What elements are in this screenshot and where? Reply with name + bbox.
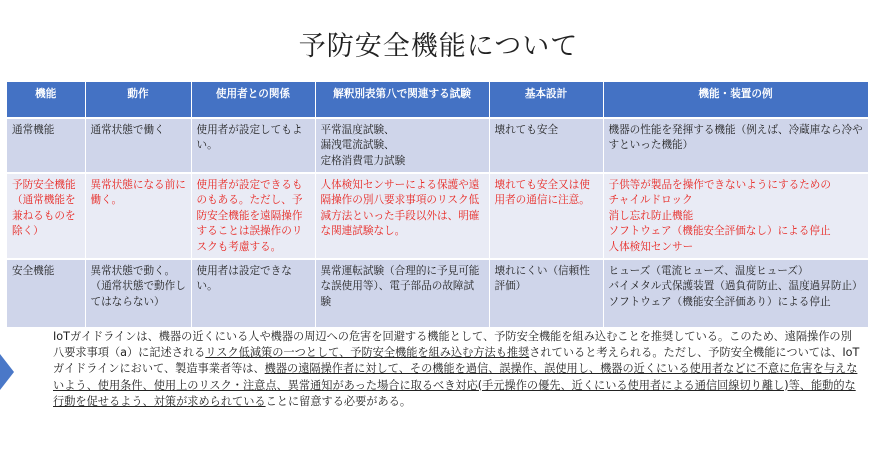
cell-examples: ヒューズ（電流ヒューズ、温度ヒューズ） バイメタル式保護装置（過負荷防止、温度過昇防止） ソフトウェア（機能安全評価あり）による停止 xyxy=(603,259,868,327)
slide-title: 予防安全機能について xyxy=(298,31,579,62)
paragraph-text-3: ことに留意する必要がある。 xyxy=(265,394,412,408)
header-basic-design: 基本設計 xyxy=(489,82,603,118)
paragraph-underlined-2: 機器の遠隔操作者に対して、その機能を過信、誤操作、誤使用し、機器の近くにいる使用者などに不意に危害を与えないよう、使用条件、使用上のリスク・注意点、異常通知があった場合に取るべき対応(手元操作の優先、近くにいる使用者による通信回線切り離し)等、能動的な行動を促せるよう、対策が求められている xyxy=(53,362,858,408)
cell-examples: 機器の性能を発揮する機能（例えば、冷蔵庫なら冷やすといった機能） xyxy=(603,118,868,173)
cell-examples: 子供等が製品を操作できないようにするための チャイルドロック 消し忘れ防止機能 ソフトウェア（機能安全評価なし）による停止 人体検知センサー xyxy=(603,173,868,259)
cell-related-tests: 異常運転試験（合理的に予見可能な誤使用等）、電子部品の故障試験 xyxy=(315,259,489,327)
paragraph-text-2: されていると考えられる。ただし、予防安全機能については、IoTガイドラインにおいて、製造事業者等は、 xyxy=(53,346,860,376)
cell-operation: 異常状態になる前に働く。 xyxy=(85,173,191,259)
function-comparison-table xyxy=(7,82,869,327)
header-user-relation: 使用者との関係 xyxy=(191,82,315,118)
cell-basic-design: 壊れても安全又は使用者の通信に注意。 xyxy=(489,173,603,259)
header-related-tests: 解釈別表第八で関連する試験 xyxy=(315,82,489,118)
cell-basic-design: 壊れにくい（信頼性評価） xyxy=(489,259,603,327)
cell-basic-design: 壊れても安全 xyxy=(489,118,603,173)
cell-function: 予防安全機能 （通常機能を兼ねるものを除く） xyxy=(7,173,85,259)
paragraph-text-1: IoTガイドラインは、機器の近くにいる人や機器の周辺への危害を回避する機能として、予防安全機能を組み込むことを推奨している。このため、遠隔操作の別八要求事項（a）に記述される xyxy=(53,330,852,360)
table-row xyxy=(7,173,868,259)
cell-operation: 通常状態で働く xyxy=(85,118,191,173)
table-header-row xyxy=(7,82,868,118)
arrow-right-icon xyxy=(0,354,14,390)
table-row xyxy=(7,259,868,327)
explanation-paragraph xyxy=(53,329,861,410)
cell-related-tests: 平常温度試験、 漏洩電流試験、 定格消費電力試験 xyxy=(315,118,489,173)
cell-function: 通常機能 xyxy=(7,118,85,173)
cell-user-relation: 使用者が設定できるものもある。ただし、予防安全機能を遠隔操作することは誤操作のリスクも考慮する。 xyxy=(191,173,315,259)
cell-user-relation: 使用者が設定してもよい。 xyxy=(191,118,315,173)
cell-function: 安全機能 xyxy=(7,259,85,327)
header-examples: 機能・装置の例 xyxy=(603,82,868,118)
paragraph-underlined-1: リスク低減策の一つとして、予防安全機能を組み込む方法も推奨 xyxy=(205,346,530,360)
table-row xyxy=(7,118,868,173)
header-function: 機能 xyxy=(7,82,85,118)
cell-operation: 異常状態で動く。 （通常状態で動作してはならない） xyxy=(85,259,191,327)
cell-user-relation: 使用者は設定できない。 xyxy=(191,259,315,327)
cell-related-tests: 人体検知センサーによる保護や遠隔操作の別八要求事項のリスク低減方法といった手段以外は、明確な関連試験なし。 xyxy=(315,173,489,259)
header-operation: 動作 xyxy=(85,82,191,118)
